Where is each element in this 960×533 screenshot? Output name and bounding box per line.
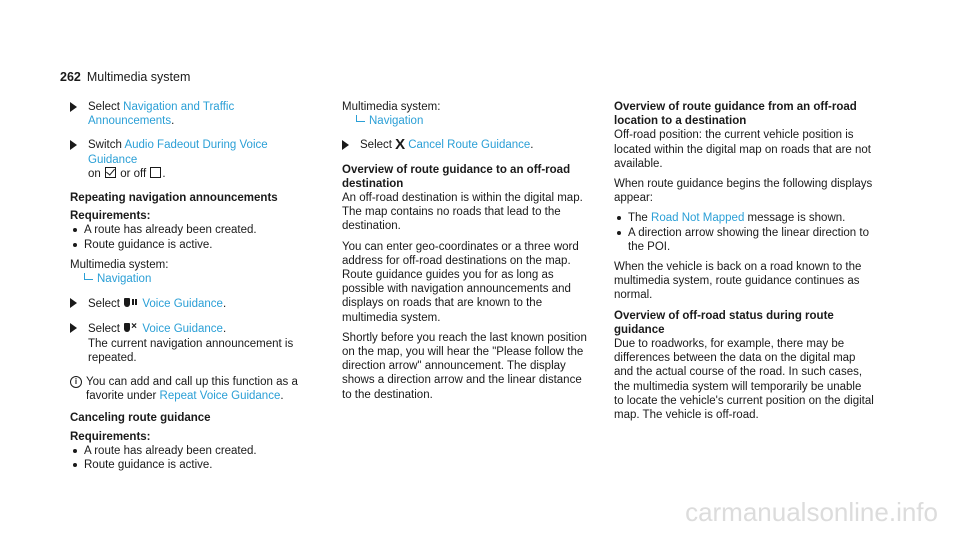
- bullet-icon: [617, 231, 621, 235]
- bullet-text: A direction arrow showing the linear direction to the POI.: [628, 226, 869, 253]
- link-navigation[interactable]: Navigation: [369, 115, 424, 128]
- link-road-not-mapped[interactable]: Road Not Mapped: [651, 212, 745, 225]
- step-text: .: [530, 139, 534, 152]
- link-voice-guidance-2[interactable]: Voice Guidance: [142, 323, 223, 336]
- heading-offroad-status: Overview of off-road status during route guidance: [614, 309, 834, 336]
- heading-offroad-location: Overview of route guidance from an off-road location to a destination: [614, 101, 857, 128]
- checkbox-empty-icon: [150, 167, 161, 178]
- link-cancel-route-guidance[interactable]: Cancel Route Guidance: [408, 139, 531, 152]
- step-text: .: [162, 167, 166, 180]
- step-arrow-icon: [342, 140, 349, 150]
- paragraph: When the vehicle is back on a road known to the multimedia system, route guidance continues as normal.: [614, 261, 862, 302]
- bullet-text: The: [628, 212, 652, 225]
- list-item: [70, 223, 315, 237]
- note-text: You can add and call up this function as a favorite under: [86, 376, 298, 403]
- paragraph: When route guidance begins the following displays appear:: [614, 178, 873, 205]
- requirements-label: Requirements:: [70, 430, 151, 443]
- step-text: Select: [360, 139, 396, 152]
- list-item: [70, 238, 315, 252]
- bullet-text: A route has already been created.: [84, 224, 257, 237]
- step-text: Select: [88, 101, 124, 113]
- step-select-nav-traffic: [70, 100, 315, 128]
- step-text: .: [171, 115, 175, 128]
- submenu-arrow-icon: [84, 273, 93, 280]
- info-icon: i: [70, 376, 82, 388]
- step-text: .: [222, 298, 227, 311]
- link-voice-guidance[interactable]: Voice Guidance: [142, 298, 223, 311]
- step-text: Select: [88, 323, 124, 336]
- note-text: .: [280, 390, 284, 403]
- list-item: [70, 444, 315, 458]
- menu-path: [70, 272, 315, 286]
- submenu-arrow-icon: [356, 115, 365, 122]
- list-item: [614, 211, 874, 225]
- system-label: Multimedia system:: [342, 101, 441, 113]
- link-navigation[interactable]: Navigation: [97, 273, 152, 286]
- step-select-voice-guidance: [70, 296, 315, 311]
- mute-voice-icon: ×: [123, 321, 137, 333]
- step-result-text: The current navigation announcement is repeated.: [88, 337, 294, 364]
- paragraph: You can enter geo-coordinates or a three word address for off-road destinations on the map. Route guidance guides you for as long as possible with navigation announcements and displays on roads that are known to the multimedia system.: [342, 240, 579, 324]
- page-header: [60, 70, 190, 84]
- step-text: Switch: [88, 139, 125, 152]
- step-switch-audio-fadeout: [70, 138, 315, 181]
- column-1: [70, 100, 315, 472]
- link-repeat-voice-guidance[interactable]: Repeat Voice Guidance: [159, 390, 281, 403]
- step-text: on: [88, 167, 104, 180]
- bullet-text: A route has already been created.: [84, 444, 257, 457]
- bullet-text: Route guidance is active.: [84, 238, 213, 251]
- list-item: [614, 226, 874, 254]
- bullet-icon: [73, 243, 77, 247]
- step-arrow-icon: [70, 298, 77, 308]
- step-text: Select: [88, 298, 124, 311]
- bullet-text: Route guidance is active.: [84, 459, 213, 472]
- step-arrow-icon: [70, 102, 77, 112]
- heading-offroad-destination: Overview of route guidance to an off-road destination: [342, 163, 571, 190]
- step-cancel-route: [342, 138, 587, 152]
- link-nav-traffic[interactable]: Navigation and Traffic Announcements: [88, 101, 235, 128]
- heading-canceling: Canceling route guidance: [70, 412, 211, 425]
- column-3: [614, 100, 874, 428]
- column-2: [342, 100, 587, 408]
- bullet-text: message is shown.: [744, 212, 846, 225]
- paragraph: Shortly before you reach the last known position on the map, you will hear the "Please follow the direction arrow" announcement. The display shows a direction arrow and the linear distance to the destination.: [342, 331, 587, 401]
- list-item: [70, 458, 315, 472]
- bullet-icon: [73, 463, 77, 467]
- info-note: [70, 375, 315, 403]
- voice-guidance-icon: [123, 296, 137, 308]
- bullet-icon: [73, 449, 77, 453]
- watermark-text: carmanualsonline.info: [685, 497, 938, 527]
- heading-repeating: Repeating navigation announcements: [70, 192, 278, 205]
- paragraph: Due to roadworks, for example, there may be differences between the data on the digital map and the actual course of the road. In such cases, the multimedia system will temporarily be unable to locate the vehicle's current position on the digital map. The vehicle is off-road.: [614, 338, 874, 422]
- step-arrow-icon: [70, 140, 77, 150]
- page-number: 262: [60, 70, 81, 84]
- system-label: Multimedia system:: [70, 258, 169, 271]
- step-arrow-icon: [70, 323, 77, 333]
- menu-path: [342, 114, 587, 128]
- requirements-label: Requirements:: [70, 210, 151, 223]
- step-text: .: [222, 323, 227, 336]
- cancel-x-icon: X: [395, 136, 406, 154]
- link-audio-fadeout[interactable]: Audio Fadeout During Voice Guidance: [88, 139, 268, 166]
- bullet-icon: [617, 216, 621, 220]
- paragraph: An off-road destination is within the digital map. The map contains no roads that lead to the destination.: [342, 192, 583, 233]
- checkbox-checked-icon: [105, 167, 116, 178]
- bullet-icon: [73, 228, 77, 232]
- paragraph: Off-road position: the current vehicle position is located within the digital map on roads that are not available.: [614, 129, 871, 170]
- step-select-voice-guidance-repeat: [70, 321, 315, 365]
- section-title: Multimedia system: [86, 70, 191, 84]
- step-text: or off: [117, 167, 150, 180]
